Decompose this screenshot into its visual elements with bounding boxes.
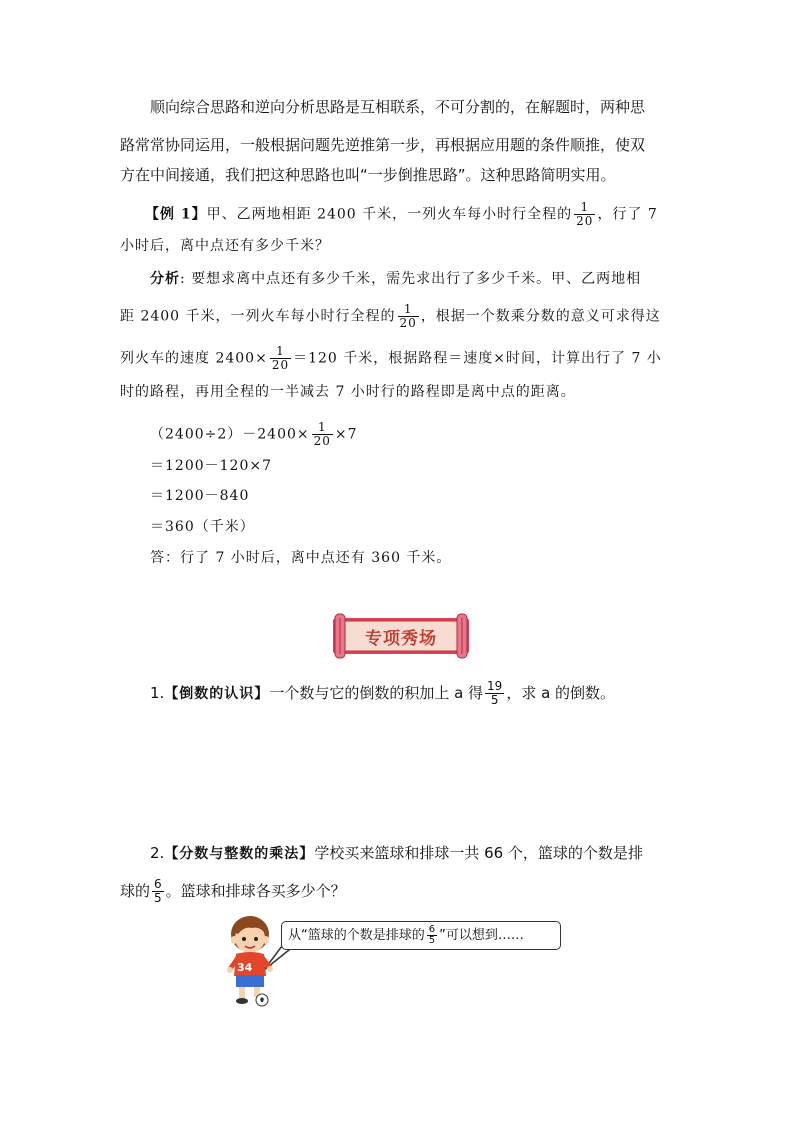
- hint-bubble: [281, 921, 561, 950]
- hint-fraction: $\frac{6}{5}$: [428, 924, 436, 946]
- analysis-line-1: 分析: 要想求离中点还有多少千米，需先求出行了多少千米。甲、乙两地相: [150, 271, 642, 287]
- solution-line-1: （2400÷2）－2400× $\frac{1}{20}$ ×7: [150, 420, 358, 448]
- question-1: 1.【倒数的认识】一个数与它的倒数的积加上 a 得 $\frac{19}{5}$ ，求 a 的倒数。: [150, 679, 616, 707]
- question-2-fraction: $\frac{6}{5}$: [154, 877, 162, 905]
- solution-line-3: ＝1200－840: [150, 488, 250, 504]
- question-1-fraction: $\frac{19}{5}$: [487, 679, 503, 707]
- solution-fraction: $\frac{1}{20}$: [313, 420, 331, 448]
- question-1-tag: 【倒数的认识】: [164, 686, 270, 702]
- banner-title: 专项秀场: [365, 629, 437, 649]
- analysis-line-3: 列火车的速度 2400× $\frac{1}{20}$ ＝120 千米，根据路程＝速度×时间，计算出行了 7 小: [120, 344, 662, 372]
- section-banner: [331, 612, 471, 660]
- hint-text: 从“篮球的个数是排球的 $\frac{6}{5}$ ”可以想到……: [288, 924, 524, 946]
- solution-line-4: ＝360（千米）: [150, 519, 255, 535]
- answer-line: 答：行了 7 小时后，离中点还有 360 千米。: [150, 550, 452, 566]
- analysis-line-2: 距 2400 千米，一列火车每小时行全程的 $\frac{1}{20}$ ，根据一个数乘分数的意义可求得这: [120, 302, 661, 330]
- analysis-line-4: 时的路程，再用全程的一半减去 7 小时行的路程即是离中点的距离。: [120, 384, 576, 400]
- question-1-number: 1.: [150, 684, 165, 702]
- example-tag: 【例 1】: [145, 206, 207, 223]
- intro-line-1: 顺向综合思路和逆向分析思路是互相联系，不可分割的，在解题时，两种思: [150, 98, 646, 116]
- jersey-number: 34: [237, 961, 253, 974]
- question-2-line-2: 球的 $\frac{6}{5}$ 。篮球和排球各买多少个？: [120, 877, 346, 905]
- question-2-number: 2.: [150, 844, 165, 862]
- example-text-a: 甲、乙两地相距 2400 千米，一列火车每小时行全程的: [206, 206, 573, 223]
- question-2-tag: 【分数与整数的乘法】: [164, 846, 315, 862]
- intro-line-3: 方在中间接通，我们把这种思路也叫“一步倒推思路”。这种思路简明实用。: [120, 166, 616, 184]
- example-line-2: 小时后，离中点还有多少千米？: [120, 238, 330, 254]
- analysis-fraction-2: $\frac{1}{20}$: [271, 344, 290, 372]
- intro-line-2: 路常常协同运用，一般根据问题先逆推第一步，再根据应用题的条件顺推，使双: [120, 136, 646, 154]
- analysis-fraction-1: $\frac{1}{20}$: [399, 302, 417, 330]
- analysis-tag: 分析: [150, 271, 180, 287]
- boy-illustration-icon: [222, 912, 282, 1008]
- example-text-b: ，行了 7: [597, 206, 658, 223]
- question-2: 2.【分数与整数的乘法】学校买来篮球和排球一共 66 个，篮球的个数是排: [150, 844, 643, 862]
- solution-line-2: ＝1200－120×7: [150, 458, 272, 474]
- example-line-1: [145, 201, 658, 228]
- example-fraction: $\frac{1}{20}$: [576, 200, 594, 228]
